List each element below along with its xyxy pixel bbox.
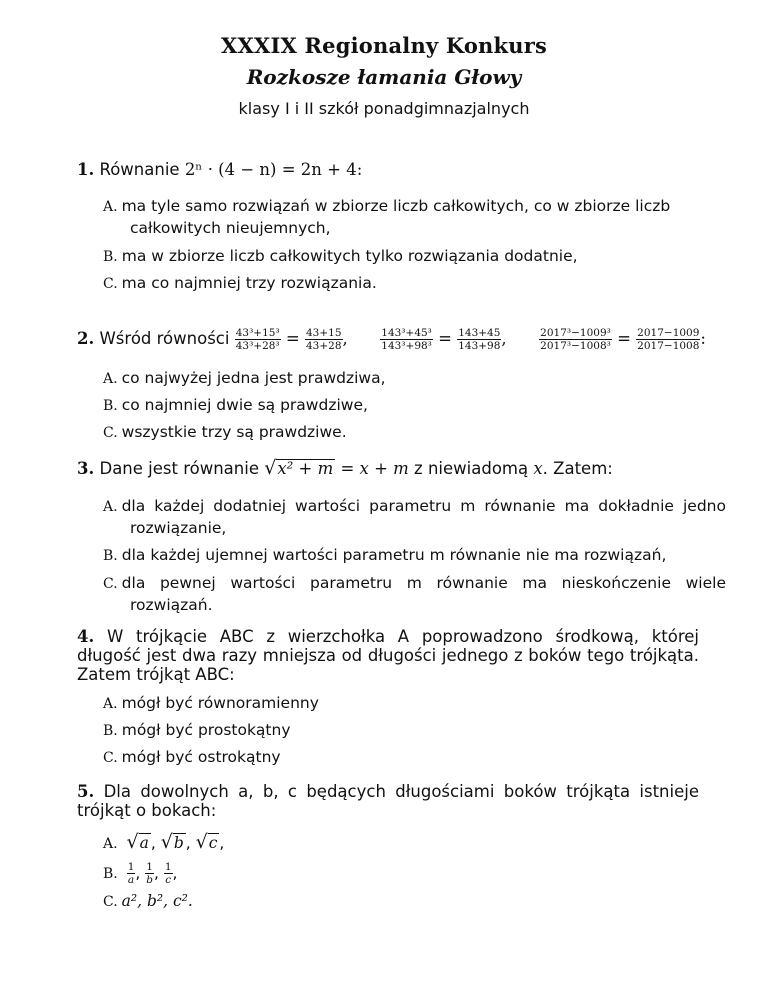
question-1-option-c xyxy=(103,273,699,295)
fraction: $\frac{143+45}{143+98}$ xyxy=(458,327,501,352)
question-text: Dla dowolnych a, b, c będących długościami boków trójkąta istnieje trójkąt o bokach: xyxy=(77,782,699,820)
question-3: 3. Dane jest równanie √x² + m = x + m z niewiadomą x. Zatem: xyxy=(77,457,613,479)
option-label: C. xyxy=(103,576,118,592)
option-text: co najwyżej jedna jest prawdziwa, xyxy=(121,369,386,387)
option-label: B. xyxy=(103,866,118,882)
option-text: wszystkie trzy są prawdziwe. xyxy=(121,423,347,441)
question-text: Dane jest równanie xyxy=(99,459,265,478)
option-text: dla każdej ujemnej wartości parametru m równanie nie ma rozwiązań, xyxy=(121,546,667,564)
option-label: B. xyxy=(103,398,118,414)
option-text: mógł być równoramienny xyxy=(121,694,319,712)
option-label: C. xyxy=(103,425,118,441)
option-text: co najmniej dwie są prawdziwe, xyxy=(121,396,368,414)
option-label: A. xyxy=(103,199,118,215)
question-text: Wśród równości xyxy=(99,329,230,348)
question-2-option-b xyxy=(103,395,699,417)
question-text: Równanie xyxy=(99,160,185,179)
option-text: mógł być prostokątny xyxy=(121,721,291,739)
fraction: $\frac{43+15}{43+28}$ xyxy=(305,327,342,352)
question-number: 4. xyxy=(77,627,95,646)
option-label: B. xyxy=(103,249,118,265)
option-label: C. xyxy=(103,276,118,292)
option-text: ma w zbiorze liczb całkowitych tylko rozwiązania dodatnie, xyxy=(121,247,578,265)
option-label: A. xyxy=(103,696,118,712)
question-number: 1. xyxy=(77,160,95,179)
question-4-option-a xyxy=(103,693,699,715)
question-2-option-a xyxy=(103,368,699,390)
fraction: $\frac{1}{c}$ xyxy=(164,861,172,886)
question-1-option-a xyxy=(103,196,726,239)
question-4-option-c xyxy=(103,747,699,769)
contest-title: XXXIX Regionalny Konkurs xyxy=(221,33,547,58)
fraction: $\frac{1}{b}$ xyxy=(146,861,153,886)
question-text: W trójkącie ABC z wierzchołka A poprowadzono środkową, której długość jest dwa razy mniejsza od długości jednego z boków tego trójkąta. Zatem trójkąt ABC: xyxy=(77,627,699,684)
fraction: $\frac{\text{43³+15³}}{\text{43³+28³}}$ xyxy=(235,327,280,352)
option-label: B. xyxy=(103,723,118,739)
option-text: dla każdej dodatniej wartości parametru m równanie ma dokładnie jedno rozwiązanie, xyxy=(121,497,726,537)
fraction: $\frac{\text{2017³−1009³}}{\text{2017³−1008³}}$ xyxy=(540,327,611,352)
fraction: $\frac{1}{a}$ xyxy=(127,861,135,886)
question-1 xyxy=(77,160,699,180)
question-5-option-b: B. $\frac{1}{a}$ , $\frac{1}{b}$ , $\frac{1}{c}$ , xyxy=(103,861,178,886)
fraction: $\frac{\text{143³+45³}}{\text{143³+98³}}$ xyxy=(381,327,432,352)
question-formula: 2ⁿ · (4 − n) = 2n + 4: xyxy=(184,160,363,179)
option-text: dla pewnej wartości parametru m równanie ma nieskończenie wiele rozwiązań. xyxy=(121,574,726,614)
question-2: 2. Wśród równości $\frac{\text{43³+15³}}{\text{43³+28³}}$ = $\frac{43+15}{43+28}$ , $\frac{\text{143³+45³}}{\text{143³+98³}}$ = $\frac{143+45}{143+98}$ , $\frac{\text{2017³−1009³}}{\text{2017³−1008³}}$ = $\frac{2017-1009}{2017-1008}$ : xyxy=(77,327,706,352)
contest-classes: klasy I i II szkół ponadgimnazjalnych xyxy=(238,99,530,118)
option-label: A. xyxy=(103,371,118,387)
option-label: C. xyxy=(103,750,118,766)
option-text: ma co najmniej trzy rozwiązania. xyxy=(121,274,377,292)
option-text: a², b², c². xyxy=(121,892,193,910)
fraction: $\frac{2017-1009}{2017-1008}$ xyxy=(637,327,700,352)
question-4-option-b xyxy=(103,720,699,742)
contest-subtitle: Rozkosze łamania Głowy xyxy=(246,65,522,89)
question-number: 2. xyxy=(77,329,95,348)
question-number: 3. xyxy=(77,459,95,478)
question-3-option-b xyxy=(103,545,699,567)
option-label: B. xyxy=(103,548,118,564)
question-5-option-c xyxy=(103,891,699,913)
question-3-option-c xyxy=(103,573,726,616)
option-label: A. xyxy=(103,836,118,852)
option-text: ma tyle samo rozwiązań w zbiorze liczb całkowitych, co w zbiorze liczb całkowitych nieujemnych, xyxy=(121,197,671,237)
radicand: x² + m xyxy=(277,459,334,478)
question-3-option-a xyxy=(103,496,726,539)
option-label: C. xyxy=(103,894,118,910)
question-4 xyxy=(77,627,699,684)
option-text: mógł być ostrokątny xyxy=(121,748,281,766)
option-label: A. xyxy=(103,499,118,515)
question-5 xyxy=(77,782,699,820)
question-number: 5. xyxy=(77,782,95,801)
question-1-option-b xyxy=(103,246,699,268)
question-2-option-c xyxy=(103,422,699,444)
question-5-option-a: A. √a , √b , √c , xyxy=(103,831,225,853)
